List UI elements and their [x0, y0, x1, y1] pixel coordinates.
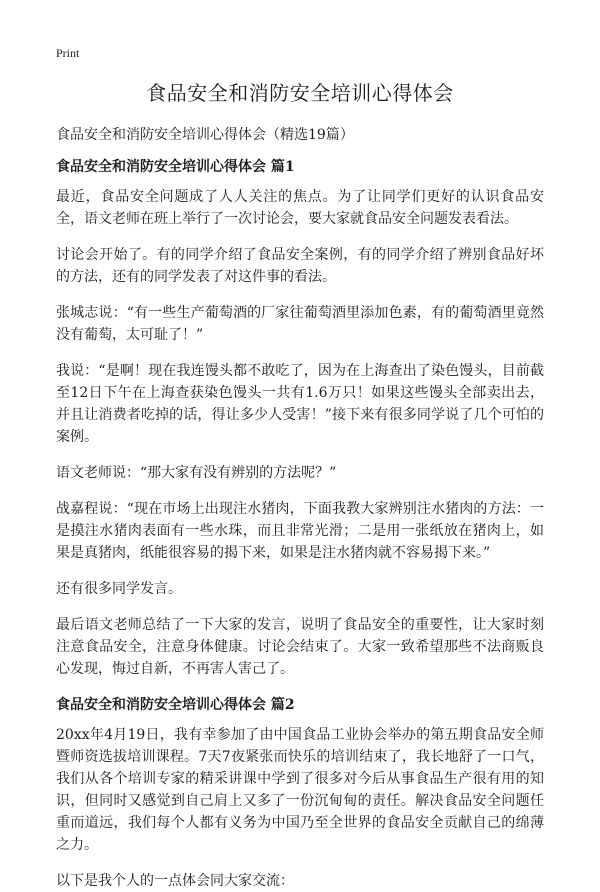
paragraph: 20xx年4月19日，我有幸参加了由中国食品工业协会举办的第五期食品安全师暨师资选拔培训课程。7天7夜紧张而快乐的培训结束了，我长地舒了一口气，我们从各个培训专家的精采讲课中学到了很多对今后从事食品生产很有用的知识，但同时又感觉到自己肩上又多了一份沉甸甸的责任。解决食品安全问题任重而道远，我们每个人都有义务为中国乃至全世界的食品安全贡献自己的绵薄之力。: [56, 727, 544, 853]
print-link[interactable]: Print: [56, 46, 80, 60]
section-heading: 食品安全和消防安全培训心得体会 篇2: [56, 697, 295, 713]
section-2: [56, 694, 544, 892]
paragraph: 张城志说：“有一些生产葡萄酒的厂家往葡萄酒里添加色素，有的葡萄酒里竟然没有葡萄，太可耻了！”: [56, 305, 544, 343]
paragraph: 战嘉程说：“现在市场上出现注水猪肉，下面我教大家辨别注水猪肉的方法：一是摸注水猪肉表面有一些水珠，而且非常光滑；二是用一张纸放在猪肉上，如果是真猪肉，纸能很容易的揭下来，如果是注水猪肉就不容易揭下来。”: [56, 501, 544, 561]
paragraph: 最后语文老师总结了一下大家的发言，说明了食品安全的重要性，让大家时刻注意食品安全，注意身体健康。讨论会结束了。大家一致希望那些不法商贩良心发现，悔过自新，不再害人害己了。: [56, 617, 544, 677]
document-subtitle: 食品安全和消防安全培训心得体会（精选19篇）: [56, 127, 354, 143]
paragraph: 语文老师说：“那大家有没有辨别的方法呢？”: [56, 465, 337, 481]
section-1: [56, 156, 544, 680]
paragraph: 最近，食品安全问题成了人人关注的焦点。为了让同学们更好的认识食品安全，语文老师在班上举行了一次讨论会，要大家就食品安全问题发表看法。: [56, 189, 544, 227]
paragraph: 还有很多同学发言。: [56, 581, 182, 597]
paragraph: 以下是我个人的一点体会同大家交流：: [56, 873, 294, 889]
paragraph: 讨论会开始了。有的同学介绍了食品安全案例，有的同学介绍了辨别食品好坏的方法，还有的同学发表了对这件事的看法。: [56, 247, 544, 285]
paragraph: 我说：“是啊！现在我连馒头都不敢吃了，因为在上海查出了染色馒头，目前截至12日下午在上海查获染色馒头一共有1.6万只！如果这些馒头全部卖出去，并且让消费者吃掉的话，得让多少人受害！”接下来有很多同学说了几个可怕的案例。: [56, 363, 544, 445]
section-heading: 食品安全和消防安全培训心得体会 篇1: [56, 159, 295, 175]
document-title: 食品安全和消防安全培训心得体会: [146, 81, 454, 105]
